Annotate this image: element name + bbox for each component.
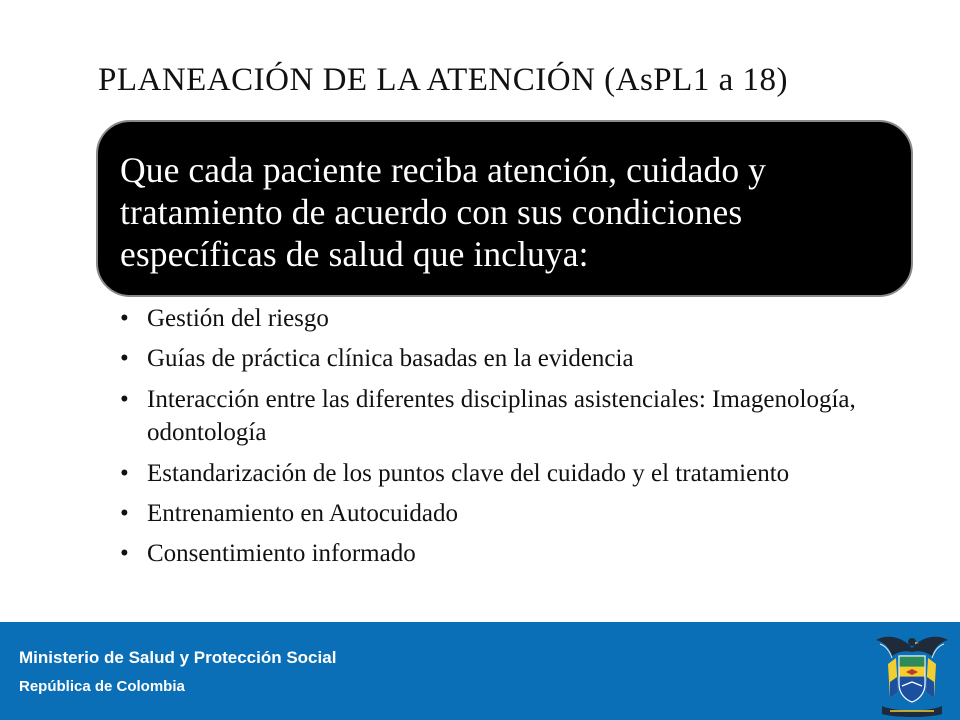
- slide-title: PLANEACIÓN DE LA ATENCIÓN (AsPL1 a 18): [98, 62, 788, 98]
- bullet-icon: •: [120, 460, 129, 487]
- ministry-name: Ministerio de Salud y Protección Social: [19, 648, 337, 667]
- list-item: • Consentimiento informado: [118, 538, 878, 570]
- list-item: • Guías de práctica clínica basadas en la evidencia: [118, 343, 878, 375]
- bullet-icon: •: [120, 540, 129, 567]
- footer-bar: [0, 622, 960, 720]
- list-item: • Gestión del riesgo: [118, 303, 878, 335]
- list-item: • Interacción entre las diferentes disciplinas asistenciales: Imagenología, odontología: [118, 383, 878, 449]
- coat-of-arms-icon: [872, 628, 952, 718]
- bullet-list: [118, 303, 878, 578]
- bullet-icon: •: [120, 305, 129, 332]
- bullet-icon: •: [120, 500, 129, 527]
- list-item: • Estandarización de los puntos clave del cuidado y el tratamiento: [118, 457, 878, 490]
- bullet-icon: •: [120, 345, 129, 372]
- bullet-icon: •: [120, 386, 129, 413]
- country-name: República de Colombia: [19, 678, 185, 695]
- callout-box: Que cada paciente reciba atención, cuidado y tratamiento de acuerdo con sus condiciones específicas de salud que incluya:: [96, 120, 913, 297]
- list-item: • Entrenamiento en Autocuidado: [118, 498, 878, 530]
